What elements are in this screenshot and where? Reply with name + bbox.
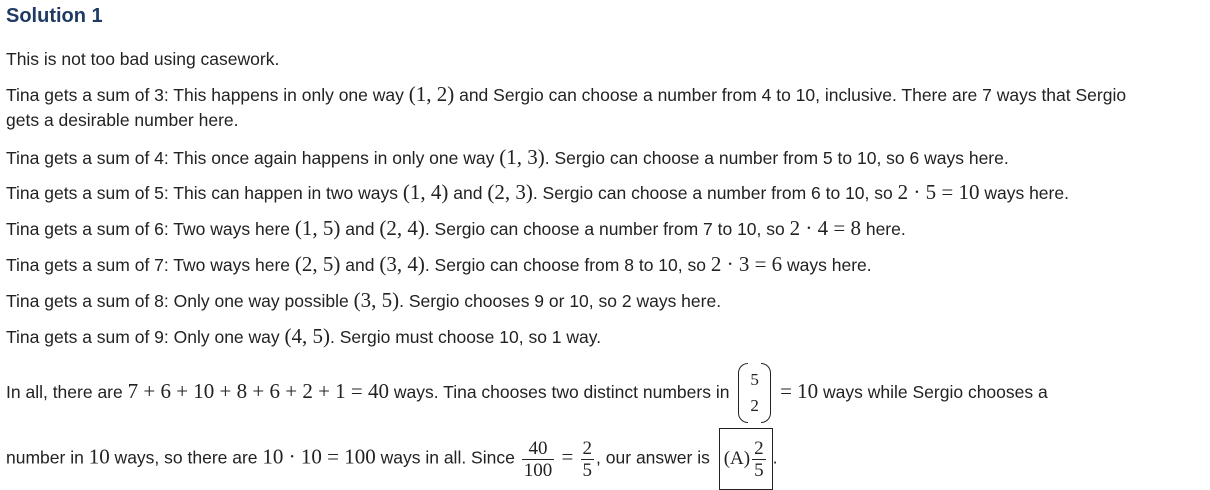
total-line: [6, 358, 1048, 425]
case-5-text-3: . Sergio can choose a number from 6 to 10, so: [532, 183, 898, 203]
case-7-text-4: ways here.: [782, 255, 872, 275]
case-6-pair-1: (1, 5): [294, 216, 341, 240]
answer-fraction: [752, 438, 766, 481]
total-text: In all, there are: [6, 382, 128, 402]
case-3-line: [6, 82, 1126, 107]
left-paren: [738, 363, 748, 423]
case-6-pair-2: (2, 4): [379, 216, 425, 240]
solution-heading: Solution 1: [6, 5, 103, 27]
case-3-text: Tina gets a sum of 3: This happens in only one way: [6, 85, 409, 105]
case-7-text-2: and: [340, 255, 380, 275]
case-6-text-4: here.: [860, 219, 906, 239]
case-9-line: [6, 324, 601, 349]
case-5-product: 2 · 5 = 10: [897, 180, 980, 204]
fraction-numerator: 2: [754, 437, 764, 459]
case-8-text: Tina gets a sum of 8: Only one way possible: [6, 291, 354, 311]
binomial-bottom: 2: [750, 396, 759, 416]
fraction-2-5: [581, 438, 595, 481]
case-8-text-2: . Sergio chooses 9 or 10, so 2 ways here.: [399, 291, 722, 311]
comma: ,: [596, 447, 601, 468]
case-3-pair: (1, 2): [408, 82, 455, 106]
case-6-text-3: . Sergio can choose a number from 7 to 10, so: [424, 219, 790, 239]
case-4-text: Tina gets a sum of 4: This once again happens in only one way: [6, 148, 500, 168]
case-4-text-2: . Sergio can choose a number from 5 to 10, so 6 ways here.: [544, 148, 1009, 168]
fraction-denominator: 5: [582, 459, 593, 481]
case-5-line: [6, 180, 1069, 205]
case-6-text-2: and: [340, 219, 380, 239]
final-text-3: ways in all. Since: [375, 447, 520, 468]
intro-line: [6, 47, 279, 71]
case-3-text-2: and Sergio can choose a number from 4 to 10, inclusive. There are 7 ways that Sergio: [454, 85, 1127, 105]
final-ten: 10: [88, 444, 110, 469]
case-4-line: [6, 145, 1009, 170]
case-6-text: Tina gets a sum of 6: Two ways here: [6, 219, 295, 239]
binomial-values: [748, 367, 761, 419]
fraction-numerator: 2: [582, 437, 593, 459]
case-6-line: [6, 216, 906, 241]
final-text-4: our answer is: [600, 447, 715, 468]
total-binomial-value: = 10: [774, 379, 819, 403]
case-5-pair-1: (1, 4): [402, 180, 449, 204]
right-paren: [761, 363, 771, 423]
case-9-text-2: . Sergio must choose 10, so 1 way.: [330, 327, 602, 347]
total-sum: 7 + 6 + 10 + 8 + 6 + 2 + 1 = 40: [127, 379, 390, 403]
case-9-text: Tina gets a sum of 9: Only one way: [6, 327, 285, 347]
case-6-product: 2 · 4 = 8: [789, 216, 861, 240]
case-7-product: 2 · 3 = 6: [710, 252, 783, 276]
final-text-2: ways, so there are: [109, 447, 263, 468]
case-9-pair: (4, 5): [284, 324, 331, 348]
case-4-pair: (1, 3): [499, 145, 545, 169]
case-7-line: [6, 252, 872, 277]
case-7-pair-1: (2, 5): [294, 252, 341, 276]
final-product: 10 · 10 = 100: [262, 444, 376, 469]
binomial-top: 5: [750, 370, 759, 390]
equals-sign: =: [556, 444, 579, 469]
fraction-denominator: 100: [523, 459, 553, 481]
case-5-text: Tina gets a sum of 5: This can happen in two ways: [6, 183, 403, 203]
intro-text: This is not too bad using casework.: [6, 49, 280, 69]
case-5-pair-2: (2, 3): [487, 180, 533, 204]
case-7-text: Tina gets a sum of 7: Two ways here: [6, 255, 295, 275]
binomial-coefficient: [738, 363, 771, 423]
case-5-text-4: ways here.: [979, 183, 1069, 203]
fraction-numerator: 40: [522, 438, 555, 460]
case-3-line-2: [6, 108, 239, 132]
total-text-3: ways while Sergio chooses a: [818, 382, 1048, 402]
case-8-line: [6, 288, 721, 313]
case-3-text-3: gets a desirable number here.: [6, 110, 239, 130]
final-period: .: [772, 447, 778, 468]
answer-label: (A): [723, 448, 751, 469]
case-7-pair-2: (3, 4): [379, 252, 425, 276]
case-7-text-3: . Sergio can choose from 8 to 10, so: [424, 255, 711, 275]
case-5-text-2: and: [448, 183, 488, 203]
fraction-denominator: 5: [754, 459, 764, 481]
final-text: number in: [6, 447, 89, 468]
total-text-2: ways. Tina chooses two distinct numbers in: [389, 382, 735, 402]
case-8-pair: (3, 5): [353, 288, 400, 312]
final-line: [6, 428, 777, 490]
fraction-40-100: [522, 438, 555, 481]
answer-box: [719, 428, 773, 490]
